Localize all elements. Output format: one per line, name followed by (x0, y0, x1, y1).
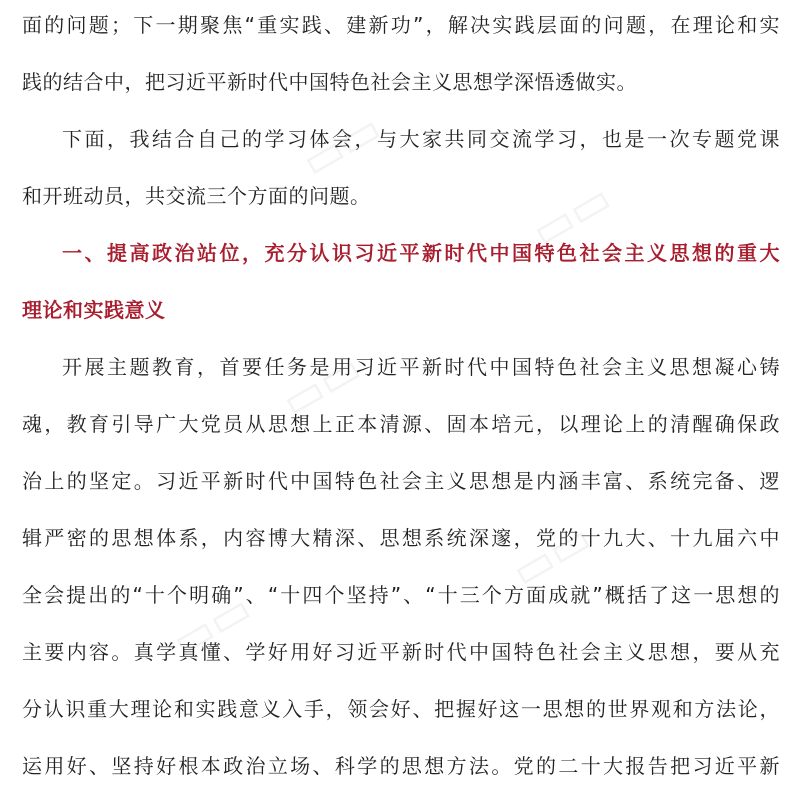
paragraph-line: 面的问题；下一期聚焦“重实践、建新功”，解决实践层面的问题，在理论和实 (22, 13, 780, 37)
section-heading-line: 一、提高政治站位，充分认识习近平新时代中国特色社会主义思想的重大 (62, 241, 780, 265)
watermark-mark: ▭▭ (292, 102, 391, 189)
paragraph-line: 开展主题教育，首要任务是用习近平新时代中国特色社会主义思想凝心铸 (62, 355, 780, 379)
section-heading-line: 理论和实践意义 (22, 298, 166, 322)
paragraph-line: 魂，教育引导广大党员从思想上正本清源、固本培元，以理论上的清醒确保政 (22, 412, 780, 436)
watermark-mark: ▭▭ (162, 582, 261, 669)
paragraph-line: 治上的坚定。习近平新时代中国特色社会主义思想是内涵丰富、系统完备、逻 (22, 469, 780, 493)
watermark-mark: ▭▭ (522, 172, 621, 259)
paragraph-line: 和开班动员，共交流三个方面的问题。 (22, 184, 371, 208)
paragraph-line: 下面，我结合自己的学习体会，与大家共同交流学习，也是一次专题党课 (62, 127, 780, 151)
paragraph-line: 辑严密的思想体系，内容博大精深、思想系统深邃，党的十九大、十九届六中 (22, 526, 780, 550)
paragraph-line: 分认识重大理论和实践意义入手，领会好、把握好这一思想的世界观和方法论， (22, 697, 780, 721)
paragraph-line: 践的结合中，把习近平新时代中国特色社会主义思想学深悟透做实。 (22, 70, 637, 94)
watermark-mark: ▭▭ (272, 342, 371, 429)
watermark-mark: ▭▭ (502, 512, 601, 599)
paragraph-line: 全会提出的“十个明确”、“十四个坚持”、“十三个方面成就”概括了这一思想的 (22, 583, 780, 607)
paragraph-line: 运用好、坚持好根本政治立场、科学的思想方法。党的二十大报告把习近平新 (22, 754, 780, 778)
paragraph-line: 主要内容。真学真懂、学好用好习近平新时代中国特色社会主义思想，要从充 (22, 640, 780, 664)
